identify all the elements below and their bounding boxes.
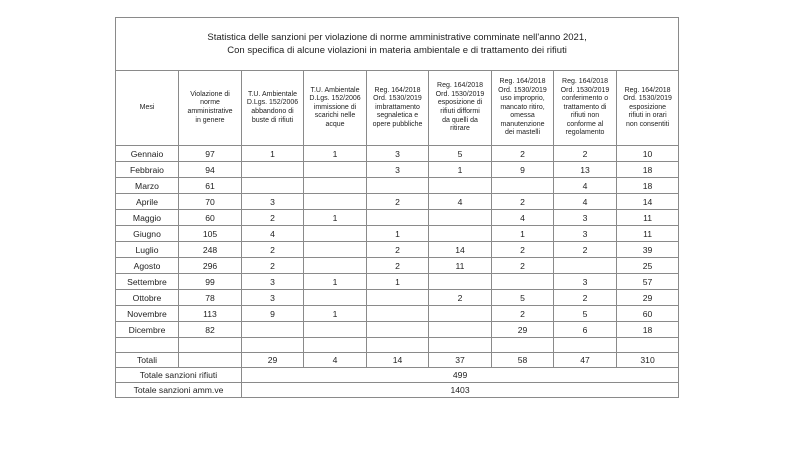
value-cell: 1 [367,226,429,242]
value-cell: 18 [617,162,679,178]
column-header [116,71,179,146]
value-cell: 2 [242,210,304,226]
header-row [116,71,679,146]
value-cell: 14 [617,194,679,210]
value-cell: 2 [492,258,554,274]
empty-cell [429,338,492,353]
column-header-line: rifiuti non [570,112,600,120]
table-row [116,146,679,162]
value-cell: 25 [617,258,679,274]
value-cell [304,258,367,274]
table-row [116,242,679,258]
value-cell [304,194,367,210]
value-cell: 2 [367,258,429,274]
month-cell: Dicembre [116,322,179,338]
title-row [116,18,679,71]
value-cell: 105 [179,226,242,242]
column-header [429,71,492,146]
value-cell: 3 [367,162,429,178]
value-cell [304,242,367,258]
value-cell: 3 [554,210,617,226]
column-header-line: ritirare [450,125,470,133]
value-cell: 9 [492,162,554,178]
value-cell: 11 [429,258,492,274]
value-cell [429,274,492,290]
column-header-line: Ord. 1530/2019 [560,86,610,94]
value-cell: 97 [179,146,242,162]
month-cell: Giugno [116,226,179,242]
value-cell [554,258,617,274]
value-cell [304,162,367,178]
spacer-row [116,338,679,353]
value-cell: 2 [492,194,554,210]
summary-label: Totale sanzioni amm.ve [116,383,242,398]
column-header-line: opere pubbliche [372,120,423,128]
value-cell [367,290,429,306]
value-cell: 14 [429,242,492,258]
value-cell: 9 [242,306,304,322]
total-value-cell: 58 [492,353,554,368]
value-cell: 78 [179,290,242,306]
value-cell: 3 [242,194,304,210]
value-cell [304,226,367,242]
value-cell: 82 [179,322,242,338]
value-cell [429,226,492,242]
month-cell: Ottobre [116,290,179,306]
sanctions-table [115,17,679,398]
value-cell: 18 [617,322,679,338]
value-cell: 1 [304,210,367,226]
column-header-line: Reg. 164/2018 [499,77,546,85]
value-cell: 2 [554,146,617,162]
value-cell: 11 [617,210,679,226]
column-header-line: norme [200,99,220,107]
column-header-line: abbandono di [251,108,294,115]
value-cell [367,322,429,338]
table-title [116,18,679,71]
column-header [617,71,679,146]
value-cell: 2 [554,290,617,306]
empty-cell [242,338,304,353]
value-cell: 6 [554,322,617,338]
value-cell: 2 [242,258,304,274]
table-row [116,290,679,306]
value-cell [304,178,367,194]
title-line-2: Con specifica di alcune violazioni in materia ambientale e di trattamento dei rifiuti [227,45,567,56]
table-row [116,194,679,210]
month-cell: Settembre [116,274,179,290]
value-cell [367,306,429,322]
value-cell: 113 [179,306,242,322]
column-header-line: imbrattamento [375,103,420,111]
value-cell: 3 [242,274,304,290]
column-header [492,71,554,146]
value-cell: 11 [617,226,679,242]
month-cell: Maggio [116,210,179,226]
table-row [116,322,679,338]
value-cell: 29 [492,322,554,338]
empty-cell [367,338,429,353]
table-row [116,226,679,242]
column-header-line: D.Lgs. 152/2006 [309,95,361,103]
total-value-cell: 47 [554,353,617,368]
value-cell: 248 [179,242,242,258]
total-value-cell: 29 [242,353,304,368]
value-cell [429,178,492,194]
empty-cell [304,338,367,353]
value-cell: 2 [492,146,554,162]
column-header-line: amministrative [187,108,233,115]
value-cell [242,322,304,338]
column-header-line: segnaletica e [376,112,419,120]
value-cell: 2 [554,242,617,258]
column-header-line: Ord. 1530/2019 [435,90,485,98]
total-value-cell: 14 [367,353,429,368]
column-header [179,71,242,146]
value-cell: 4 [554,194,617,210]
value-cell: 1 [304,306,367,322]
column-header-line: conferimento o [561,95,609,103]
value-cell: 1 [304,146,367,162]
column-header [242,71,304,146]
column-header-line: Ord. 1530/2019 [373,95,422,103]
empty-cell [116,338,179,353]
table-row [116,306,679,322]
value-cell: 2 [492,242,554,258]
value-cell: 61 [179,178,242,194]
column-header-line: rifiuti difformi [440,108,480,115]
totals-label: Totali [116,353,179,368]
table-row [116,210,679,226]
value-cell [492,178,554,194]
empty-cell [617,338,679,353]
column-header-line: T.U. Ambientale [310,86,360,94]
column-header-line: mancato ritiro, [500,103,545,111]
column-header [554,71,617,146]
column-header-line: Reg. 164/2018 [374,86,421,94]
column-header-line: acque [325,120,345,128]
summary-value: 499 [242,368,679,383]
empty-cell [554,338,617,353]
column-header-line: regolamento [565,129,605,137]
value-cell: 94 [179,162,242,178]
value-cell [429,306,492,322]
value-cell [429,322,492,338]
value-cell: 2 [492,306,554,322]
column-header-line: esposizione di [437,99,483,107]
value-cell [367,210,429,226]
column-header-line: non consentiti [625,120,670,128]
value-cell [429,210,492,226]
table-row [116,274,679,290]
summary-row [116,383,679,398]
value-cell [304,290,367,306]
column-header-line: scarichi nelle [314,112,356,120]
column-header-line: dei mastelli [504,129,540,137]
total-value-cell: 4 [304,353,367,368]
summary-value: 1403 [242,383,679,398]
value-cell: 1 [304,274,367,290]
total-value-cell [179,353,242,368]
column-header-line: conforme al [566,120,604,128]
value-cell: 57 [617,274,679,290]
column-header-line: Reg. 164/2018 [437,82,483,90]
value-cell: 296 [179,258,242,274]
table-row [116,258,679,274]
column-header-line: in genere [195,116,225,124]
value-cell: 2 [367,242,429,258]
column-header-line: D.Lgs. 152/2006 [246,99,299,107]
empty-cell [179,338,242,353]
title-line-1: Statistica delle sanzioni per violazione di norme amministrative comminate nell'anno 2021, [207,32,587,43]
value-cell [304,322,367,338]
value-cell: 3 [554,274,617,290]
value-cell: 1 [242,146,304,162]
value-cell: 4 [242,226,304,242]
value-cell: 3 [242,290,304,306]
column-header-line: Reg. 164/2018 [562,77,608,85]
value-cell: 5 [429,146,492,162]
value-cell: 60 [179,210,242,226]
value-cell: 18 [617,178,679,194]
value-cell: 4 [429,194,492,210]
value-cell: 70 [179,194,242,210]
value-cell: 99 [179,274,242,290]
column-header-line: rifiuti in orari [628,112,667,120]
column-header [367,71,429,146]
value-cell: 10 [617,146,679,162]
value-cell [492,274,554,290]
column-header [304,71,367,146]
value-cell [367,178,429,194]
value-cell: 2 [367,194,429,210]
value-cell: 3 [554,226,617,242]
value-cell: 2 [429,290,492,306]
empty-cell [492,338,554,353]
totals-row [116,353,679,368]
value-cell: 2 [242,242,304,258]
value-cell: 5 [492,290,554,306]
value-cell: 29 [617,290,679,306]
month-cell: Febbraio [116,162,179,178]
month-cell: Luglio [116,242,179,258]
month-cell: Aprile [116,194,179,210]
month-cell: Agosto [116,258,179,274]
value-cell: 4 [554,178,617,194]
column-header-line: trattamento di [563,103,607,111]
value-cell [242,178,304,194]
column-header-line: Mesi [139,103,155,111]
column-header-line: Reg. 164/2018 [624,86,671,94]
value-cell: 3 [367,146,429,162]
column-header-line: manutenzione [500,120,545,128]
column-header-line: T.U. Ambientale [247,90,298,98]
month-cell: Novembre [116,306,179,322]
summary-label: Totale sanzioni rifiuti [116,368,242,383]
column-header-line: buste di rifiuti [251,116,294,124]
column-header-line: Ord. 1530/2019 [623,95,672,103]
value-cell: 13 [554,162,617,178]
summary-row [116,368,679,383]
value-cell: 5 [554,306,617,322]
column-header-line: uso improprio, [500,95,545,103]
value-cell [242,162,304,178]
column-header-line: Violazione di [190,90,230,98]
column-header-line: da quelli da [442,116,478,124]
total-value-cell: 37 [429,353,492,368]
month-cell: Gennaio [116,146,179,162]
column-header-line: omessa [510,112,535,120]
value-cell: 4 [492,210,554,226]
value-cell: 1 [492,226,554,242]
value-cell: 60 [617,306,679,322]
value-cell: 39 [617,242,679,258]
column-header-line: esposizione [629,103,667,111]
table-row [116,178,679,194]
month-cell: Marzo [116,178,179,194]
table-row [116,162,679,178]
column-header-line: Ord. 1530/2019 [498,86,547,94]
column-header-line: immissione di [313,103,357,111]
value-cell: 1 [367,274,429,290]
total-value-cell: 310 [617,353,679,368]
value-cell: 1 [429,162,492,178]
